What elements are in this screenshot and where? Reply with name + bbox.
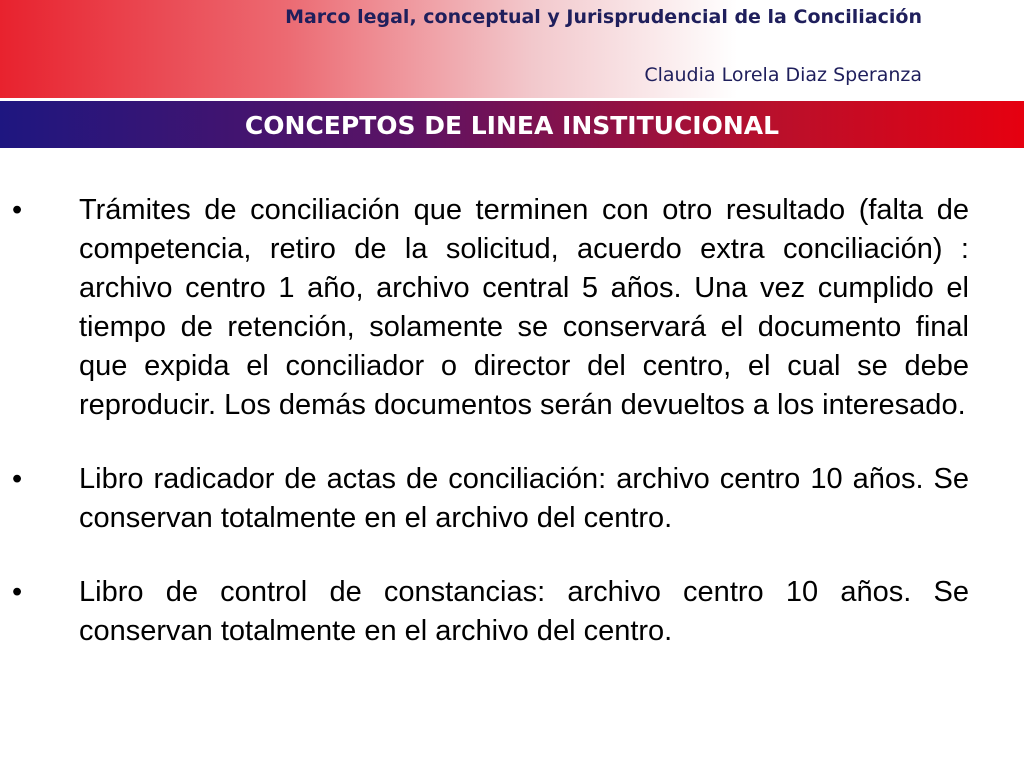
presentation-author: Claudia Lorela Diaz Speranza	[644, 64, 922, 86]
presentation-title: Marco legal, conceptual y Jurisprudencial de la Conciliación	[285, 6, 922, 28]
bullet-item-libro-radicador	[0, 460, 1024, 538]
bullet-text: Libro radicador de actas de conciliación: archivo centro 10 años. Se conservan totalmente en el archivo del centro.	[79, 463, 969, 534]
bullet-marker: •	[12, 194, 23, 226]
bullet-text: Libro de control de constancias: archivo centro 10 años. Se conservan totalmente en el archivo del centro.	[79, 576, 969, 647]
bullet-list	[0, 191, 1024, 686]
bullet-marker: •	[12, 576, 23, 608]
bullet-marker: •	[12, 463, 23, 495]
section-title: CONCEPTOS DE LINEA INSTITUCIONAL	[244, 111, 780, 140]
bullet-text: Trámites de conciliación que terminen con otro resultado (falta de competencia, retiro de la solicitud, acuerdo extra conciliación) : archivo centro 1 año, archivo central 5 años. Una vez cumplido el tiempo de retención, solamente se conservará el documento final que expida el conciliador o director del centro, el cual se debe reproducir. Los demás documentos serán devueltos a los interesado.	[79, 194, 969, 421]
bullet-item-libro-constancias	[0, 573, 1024, 651]
bullet-item-tramites	[0, 191, 1024, 425]
